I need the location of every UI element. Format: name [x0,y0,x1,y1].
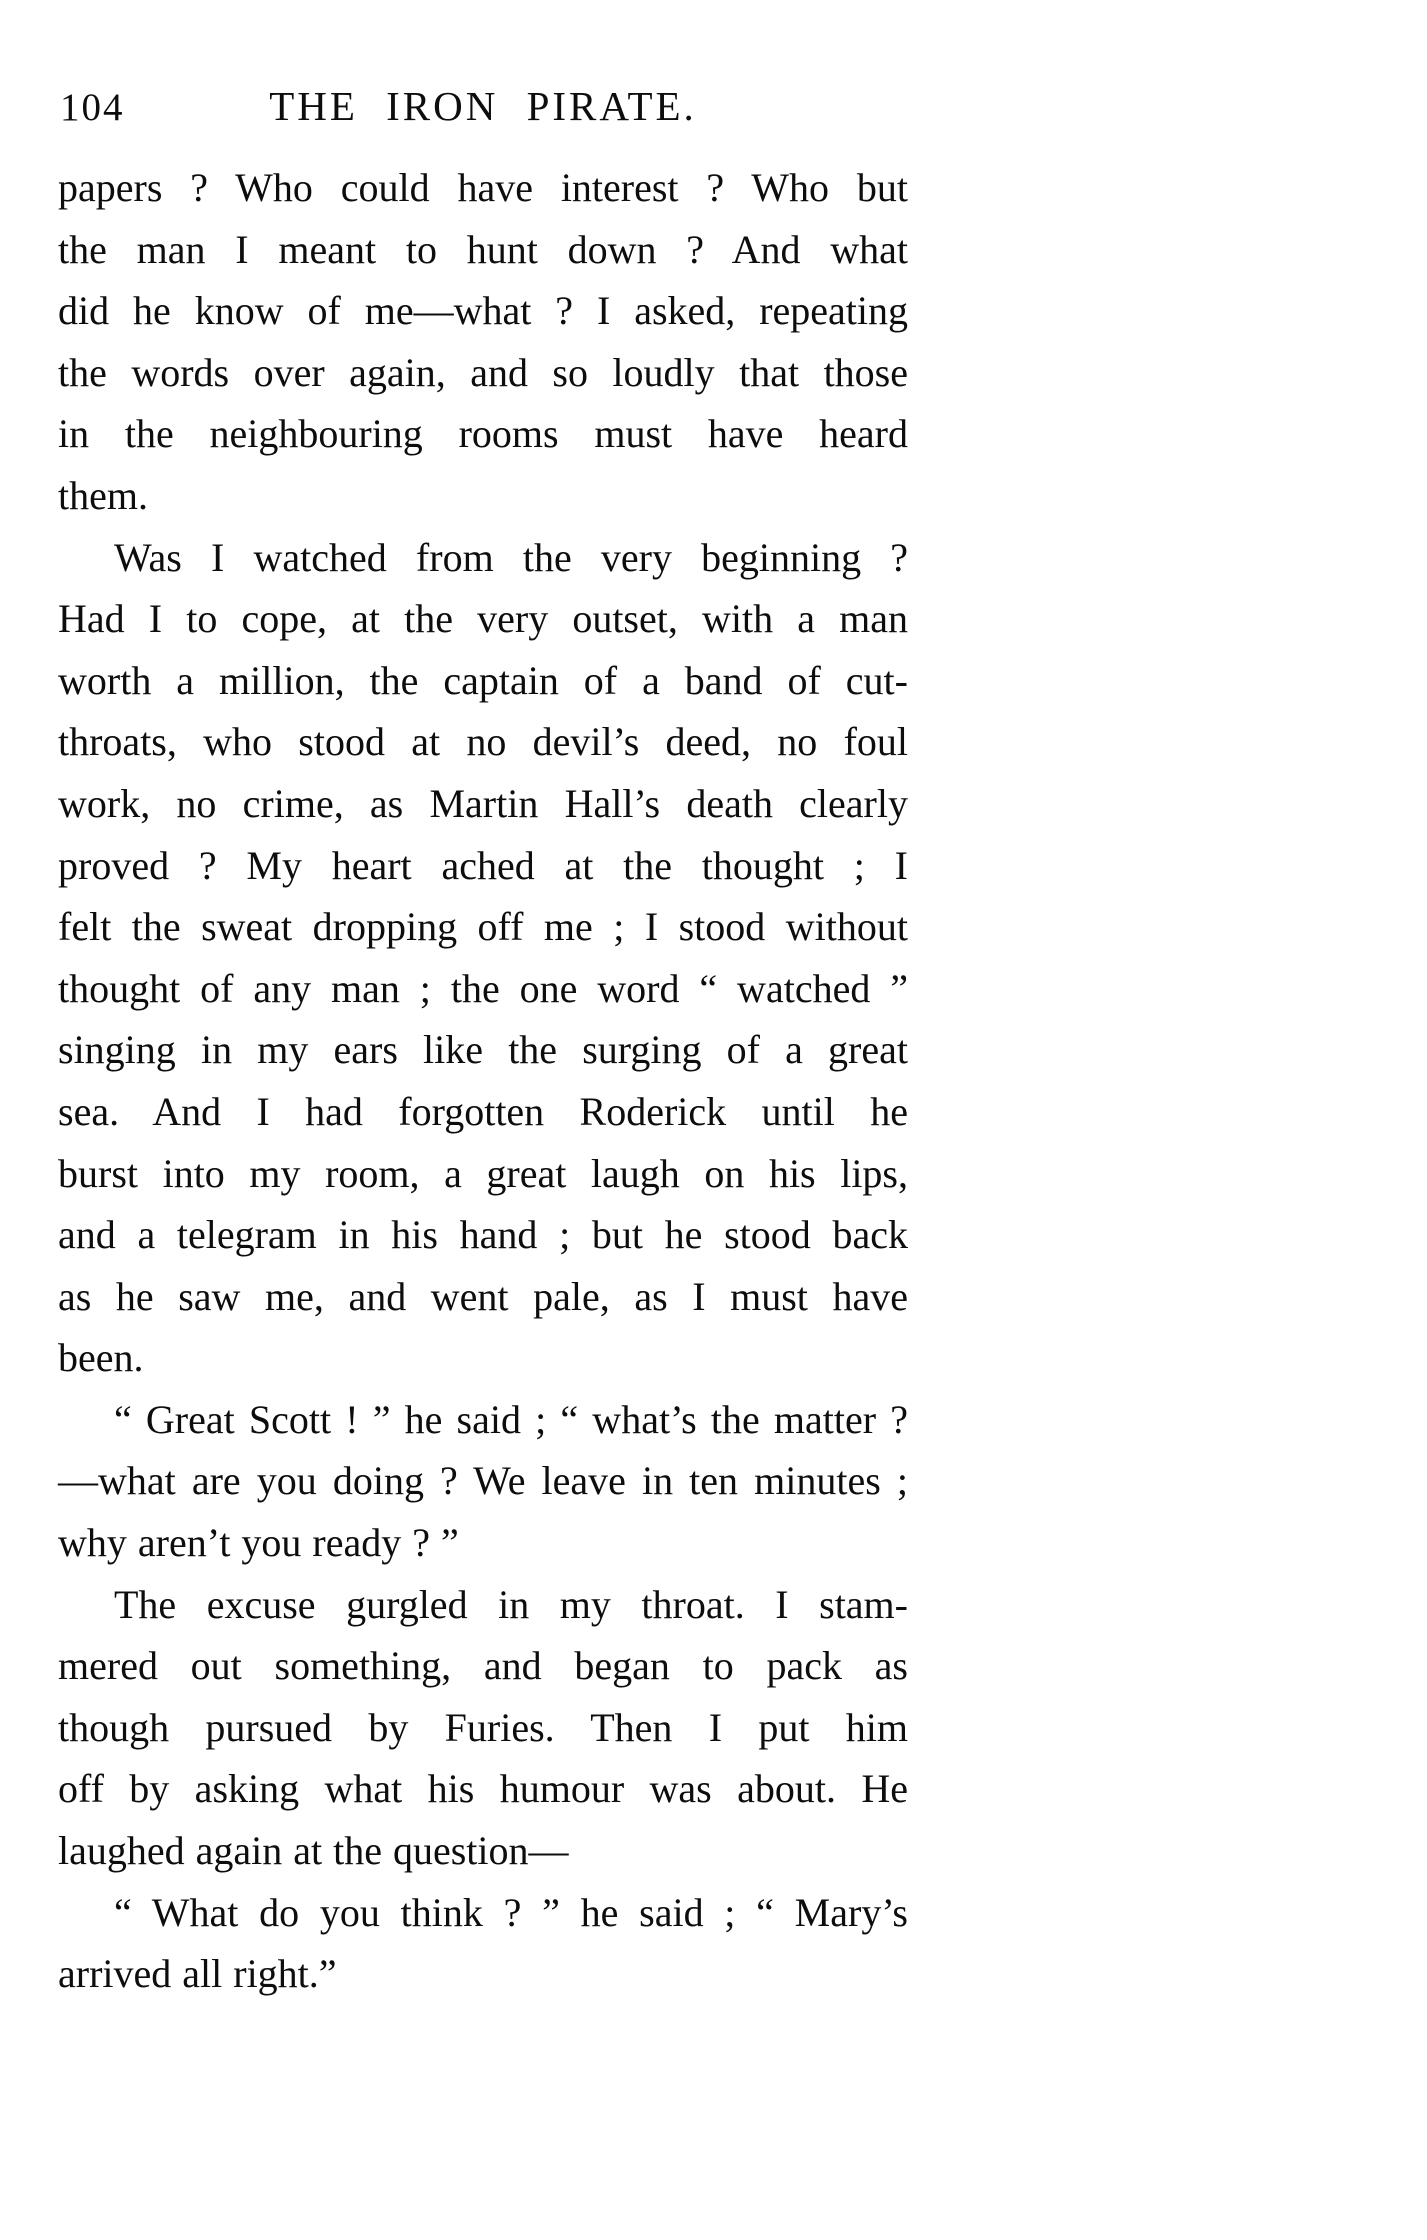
text-line: off by asking what his humour was about. He [58,1766,908,1812]
text-line: Had I to cope, at the very outset, with a man [58,596,908,642]
text-line: the words over again, and so loudly that those [58,349,908,395]
paragraph [58,1882,908,2005]
text-line: in the neighbouring rooms must have heard [58,411,908,457]
text-line: felt the sweat dropping off me ; I stood without [58,904,908,950]
text-line: “ Great Scott ! ” he said ; “ what’s the matter ? [114,1396,908,1442]
text-line: and a telegram in his hand ; but he stood back [58,1212,908,1258]
text-line: throats, who stood at no devil’s deed, no foul [58,719,908,765]
text-line: did he know of me—what ? I asked, repeating [58,288,908,334]
text-line: thought of any man ; the one word “ watched ” [58,965,908,1011]
paragraph [58,1574,908,1882]
text-line: sea. And I had forgotten Roderick until he [58,1088,908,1134]
text-line: papers ? Who could have interest ? Who but [58,165,908,210]
running-title: THE IRON PIRATE. [269,83,697,129]
text-line: them. [58,472,148,518]
text-line: —what are you doing ? We leave in ten minutes ; [58,1458,908,1504]
text-line: why aren’t you ready ? ” [58,1520,459,1566]
text-line: worth a million, the captain of a band of cut- [58,657,908,703]
text-line: been. [58,1335,144,1381]
page-number: 104 [60,86,125,129]
text-line: laughed again at the question— [58,1828,569,1874]
text-line: The excuse gurgled in my throat. I stam- [114,1581,908,1627]
paragraph [58,527,908,1389]
body-text [58,157,908,2005]
text-line: though pursued by Furies. Then I put him [58,1704,908,1750]
text-line: arrived all right.” [58,1951,337,1997]
paragraph [58,157,908,527]
text-line: Was I watched from the very beginning ? [114,534,908,580]
text-line: singing in my ears like the surging of a great [58,1027,908,1073]
text-line: the man I meant to hunt down ? And what [58,226,908,272]
text-line: as he saw me, and went pale, as I must have [58,1273,908,1319]
text-line: proved ? My heart ached at the thought ; I [58,842,908,888]
text-line: work, no crime, as Martin Hall’s death clearly [58,780,908,826]
text-line: burst into my room, a great laugh on his lips, [58,1150,908,1196]
text-line: “ What do you think ? ” he said ; “ Mary’s [114,1889,908,1935]
running-head [58,82,908,134]
text-line: mered out something, and began to pack as [58,1643,908,1689]
paragraph [58,1389,908,1574]
